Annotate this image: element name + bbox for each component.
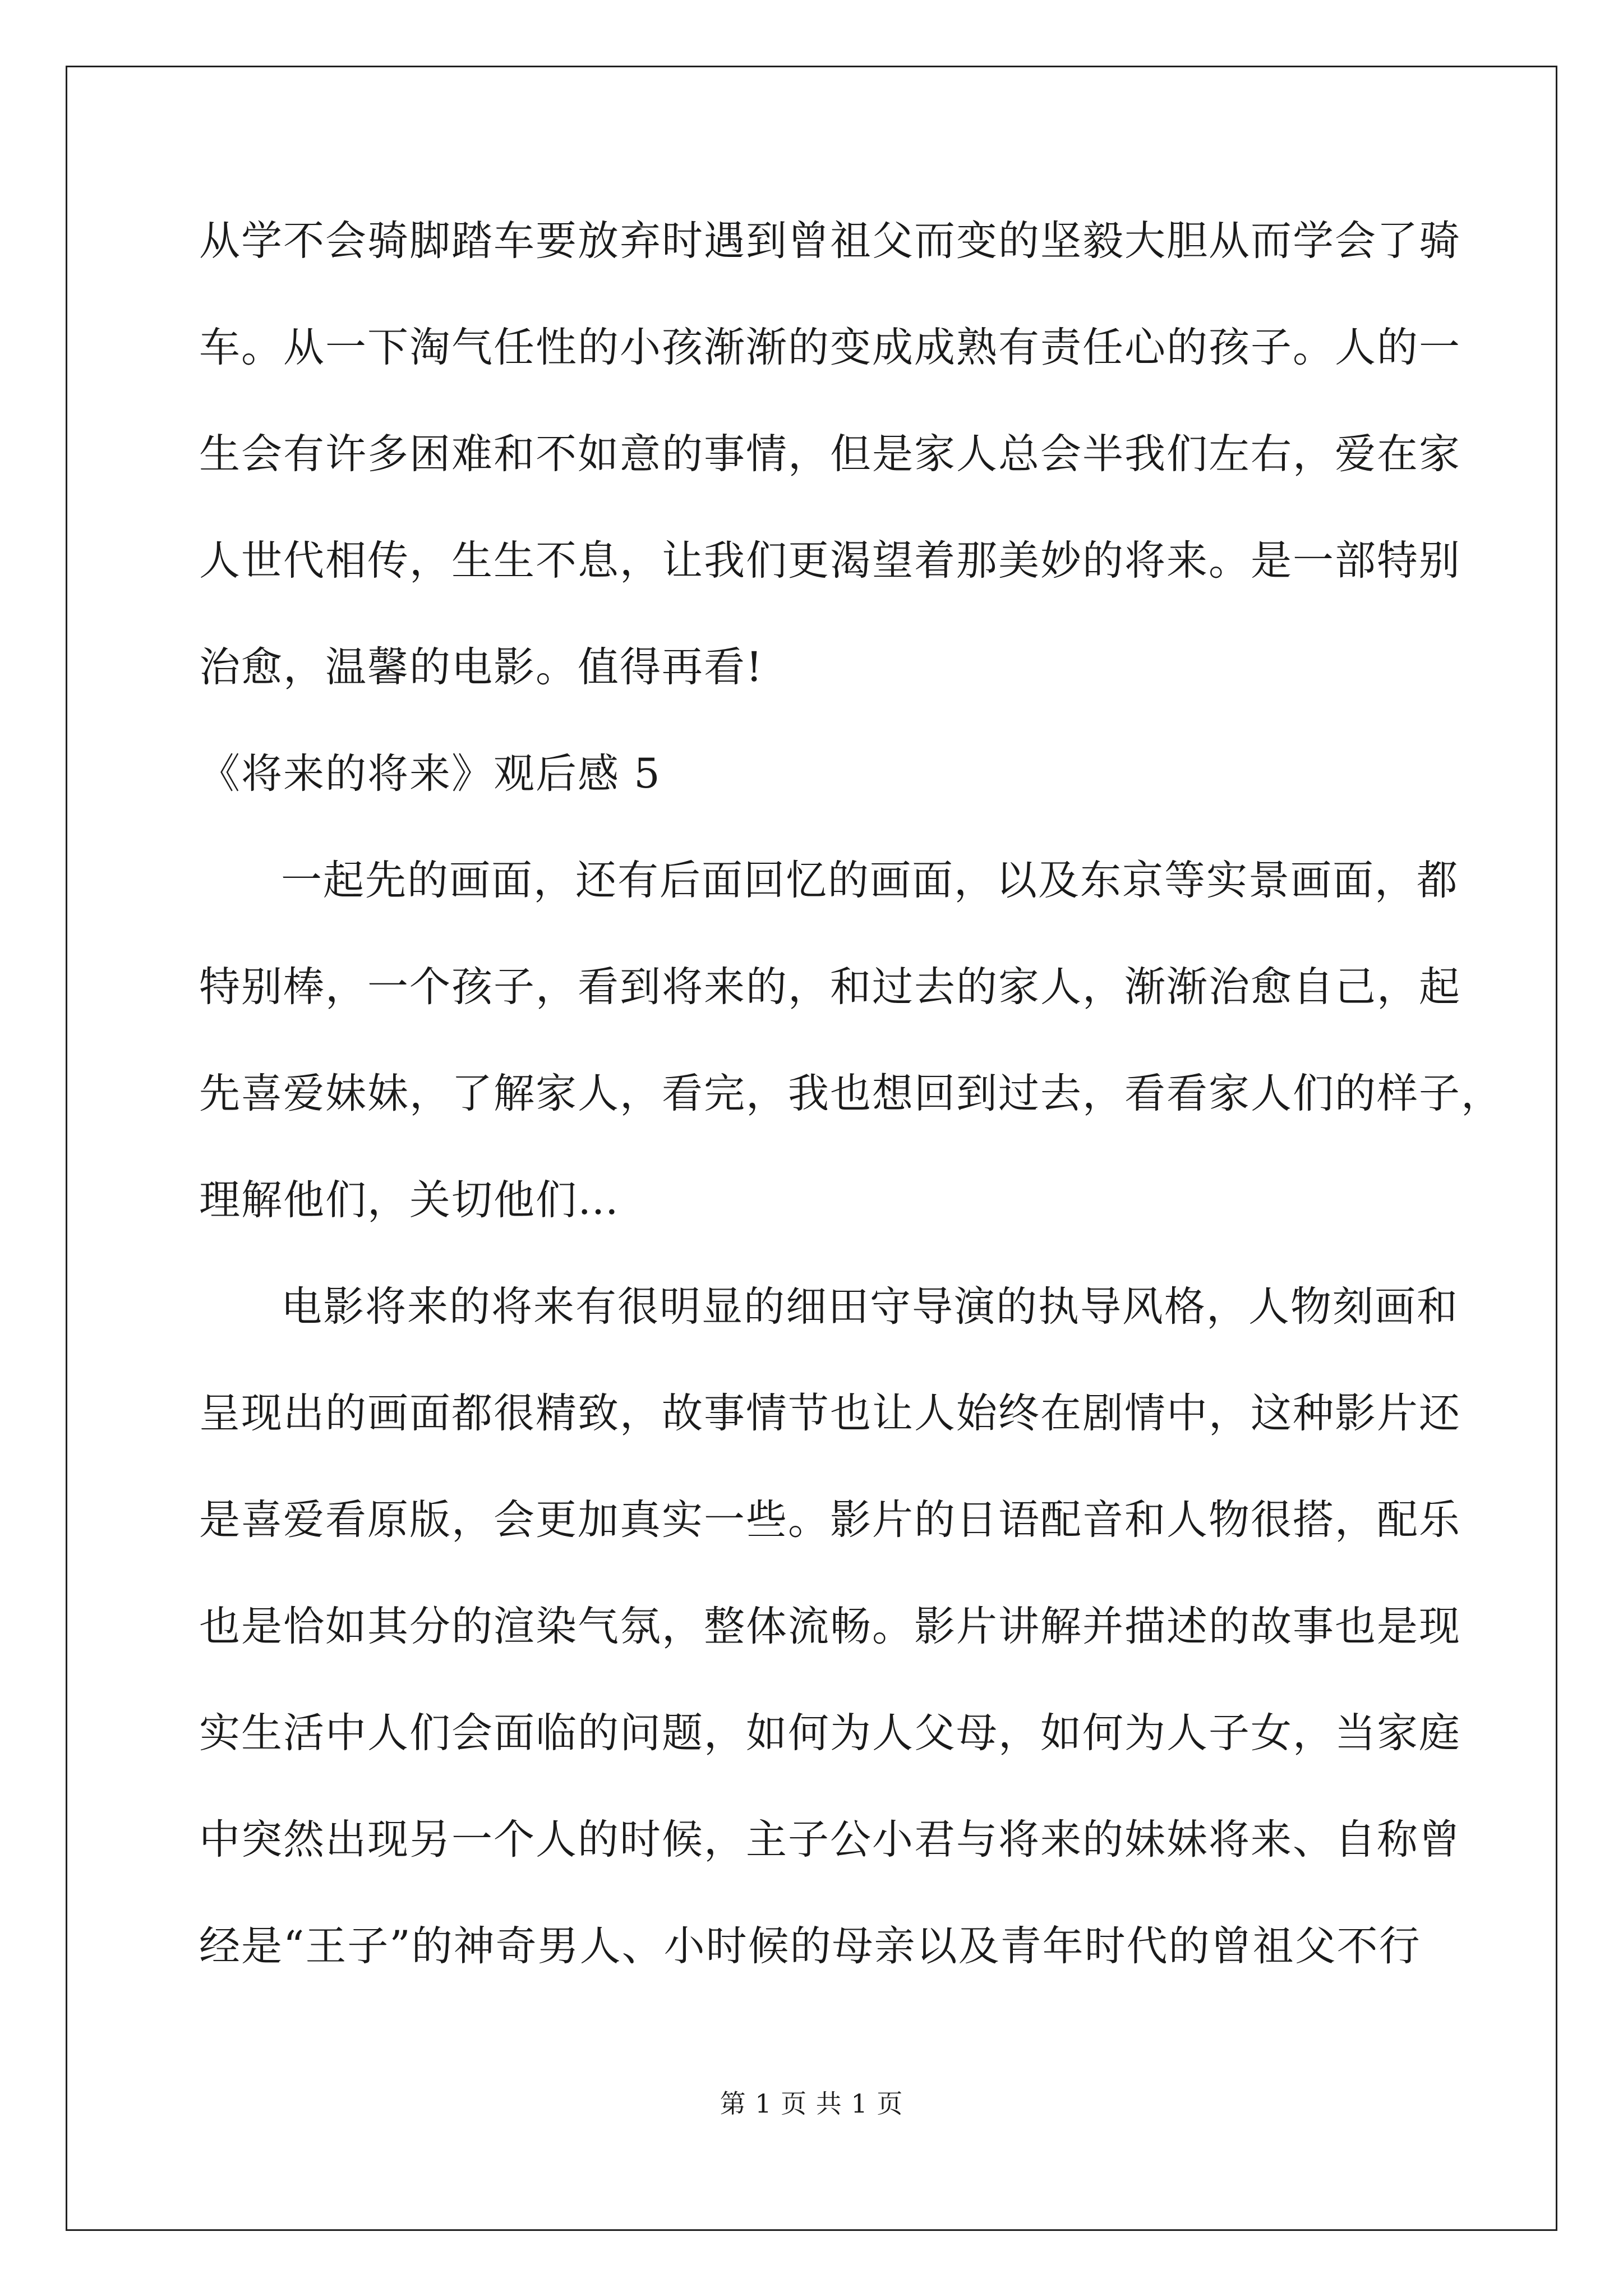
- page-footer: 第 1 页 共 1 页: [720, 2088, 903, 2119]
- text-line: 中突然出现另一个人的时候，主子公小君与将来的妹妹将来、自称曾: [199, 1816, 1461, 1864]
- text-line: 电影将来的将来有很明显的细田守导演的执导风格，人物刻画和: [281, 1283, 1459, 1331]
- text-line: 从学不会骑脚踏车要放弃时遇到曾祖父而变的坚毅大胆从而学会了骑: [199, 217, 1461, 265]
- text-line: 也是恰如其分的渲染气氛，整体流畅。影片讲解并描述的故事也是现: [199, 1603, 1461, 1650]
- text-line: 理解他们，关切他们…: [199, 1176, 620, 1224]
- text-line: 呈现出的画面都很精致，故事情节也让人始终在剧情中，这种影片还: [199, 1389, 1461, 1437]
- text-line: 经是“王子”的神奇男人、小时候的母亲以及青年时代的曾祖父不行: [199, 1922, 1421, 1970]
- text-line: 一起先的画面，还有后面回忆的画面，以及东京等实景画面，都: [281, 857, 1459, 904]
- text-line: 车。从一下淘气任性的小孩渐渐的变成成熟有责任心的孩子。人的一: [199, 324, 1461, 371]
- text-line: 先喜爱妹妹，了解家人，看完，我也想回到过去，看看家人们的样子，: [199, 1070, 1503, 1117]
- paragraph-1: [199, 853, 1503, 1279]
- text-line: 是喜爱看原版，会更加真实一些。影片的日语配音和人物很搭，配乐: [199, 1496, 1461, 1544]
- text-line: 实生活中人们会面临的问题，如何为人父母，如何为人子女，当家庭: [199, 1709, 1461, 1757]
- text-line: 人世代相传，生生不息，让我们更渴望着那美妙的将来。是一部特别: [199, 537, 1461, 585]
- document-body: [199, 213, 1503, 2025]
- text-line: 特别棒，一个孩子，看到将来的，和过去的家人，渐渐治愈自己，起: [199, 963, 1461, 1011]
- paragraph-2: [199, 1279, 1461, 2025]
- section-heading: 《将来的将来》观后感 5: [199, 750, 661, 798]
- paragraph-continued: [199, 213, 1461, 746]
- text-line: 治愈，温馨的电影。值得再看!: [199, 643, 764, 691]
- text-line: 生会有许多困难和不如意的事情，但是家人总会半我们左右，爱在家: [199, 430, 1461, 478]
